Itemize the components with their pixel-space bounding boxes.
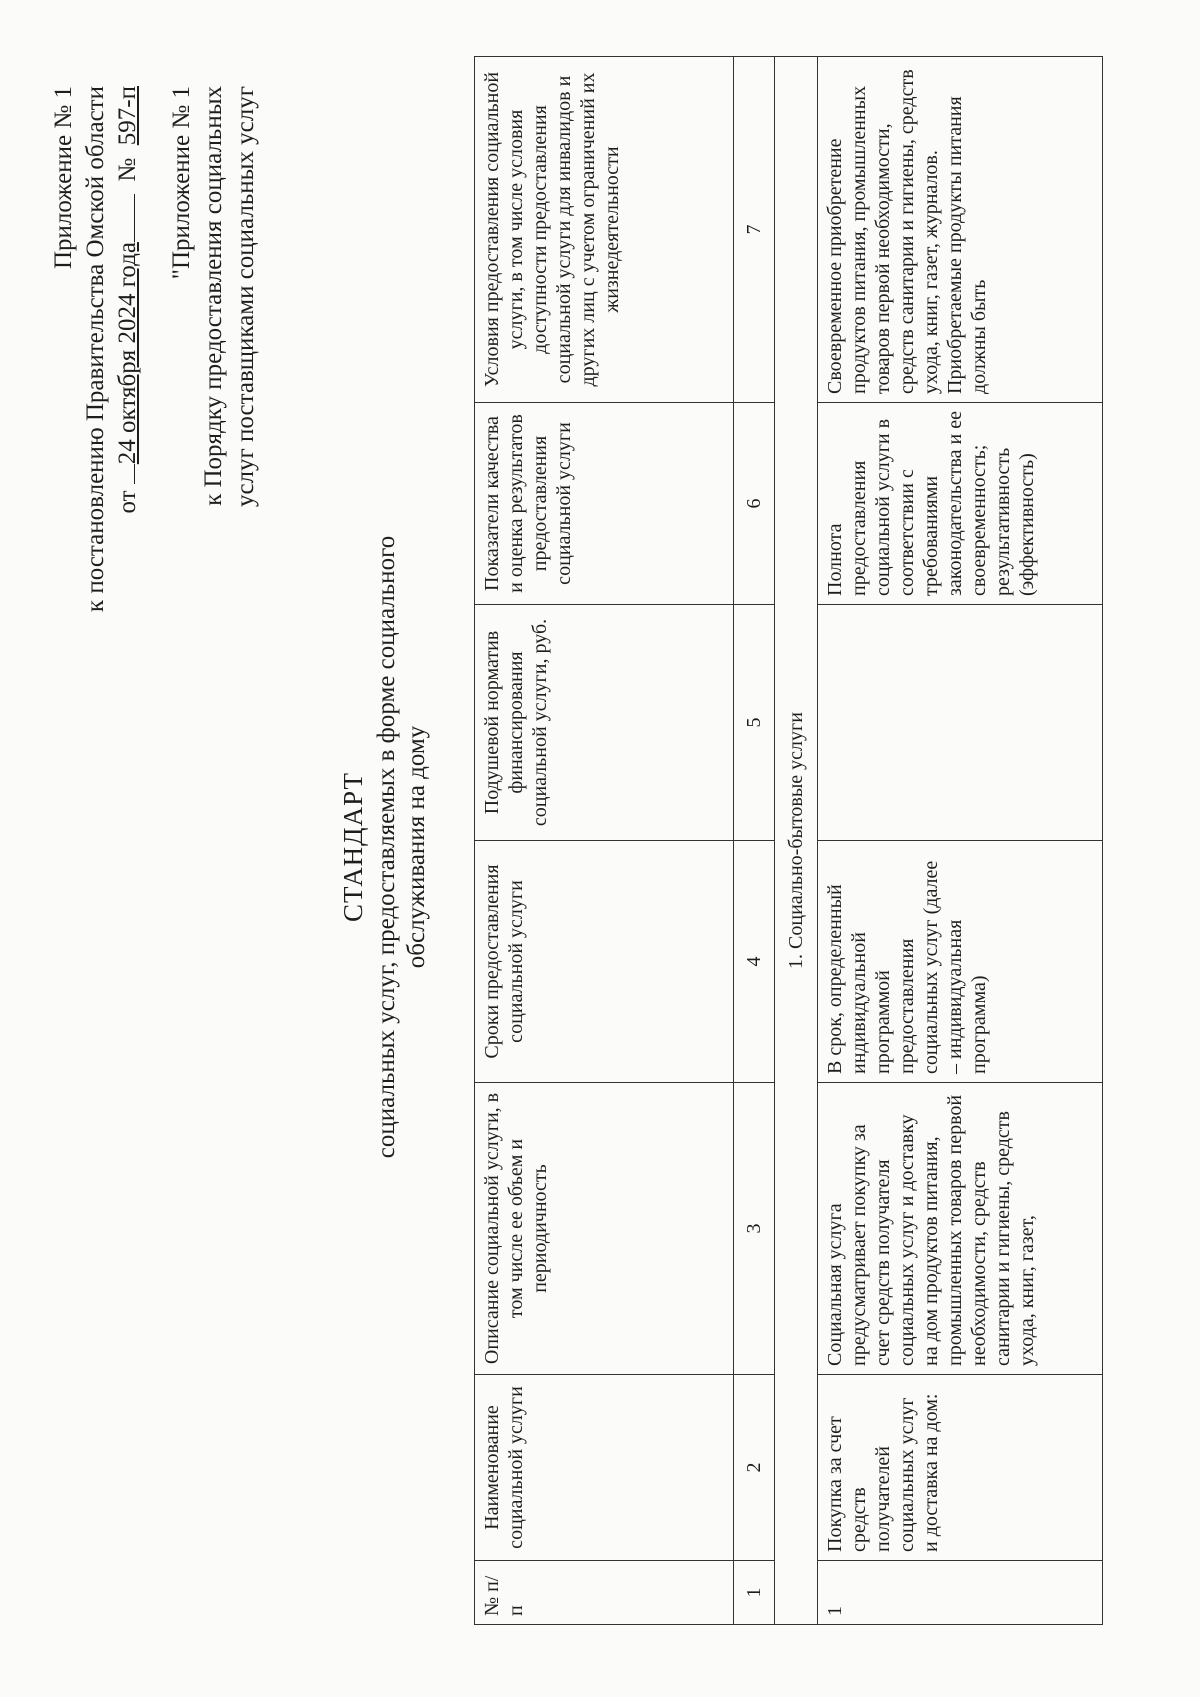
service-terms: В срок, определенный индивидуальной программой предоставления социальных услуг (далее – индивидуальная программа)	[818, 841, 1103, 1083]
resolution-reference: к постановлению Правительства Омской области	[82, 86, 109, 613]
number-prefix: №	[114, 157, 141, 182]
service-quality: Полнота предоставления социальной услуги в соответствии с требованиями законодательства и ее своевременность; результативность (эффективность)	[818, 403, 1103, 605]
standard-table	[474, 56, 1103, 1625]
column-header: Подушевой норматив финансирования социальной услуги, руб.	[475, 605, 734, 841]
column-header: Условия предоставления социальной услуги, в том числе условия доступности предоставления социальной услуги для инвалидов и других лиц с учетом ограничений их жизнедеятельности	[475, 57, 734, 403]
date-prefix: от	[114, 490, 141, 514]
row-number: 1	[818, 1561, 1103, 1625]
appendix-header	[48, 86, 262, 786]
title-main: СТАНДАРТ	[338, 772, 368, 922]
column-header: Показатели качества и оценка результатов предоставления социальной услуги	[475, 403, 734, 605]
resolution-date-line	[112, 86, 144, 786]
column-header: Описание социальной услуги, в том числе ее объем и периодичность	[475, 1083, 734, 1375]
section-title: 1. Социально-бытовые услуги	[775, 57, 818, 1625]
column-number: 3	[734, 1083, 775, 1375]
column-number: 2	[734, 1375, 775, 1561]
column-number: 6	[734, 403, 775, 605]
service-norm	[818, 605, 1103, 841]
resolution-date: 24 октября 2024 года	[114, 242, 141, 465]
order-appendix-label: "Приложение № 1	[168, 86, 195, 280]
column-number: 1	[734, 1561, 775, 1625]
order-reference-2: услуг поставщиками социальных услуг	[232, 86, 259, 508]
service-description: Социальная услуга предусматривает покупку за счет средств получателя социальных услуг и доставку на дом продуктов питания, промышленных товаров первой необходимости, средств санитарии и гигиены, средств ухода, книг, газет,	[818, 1083, 1103, 1375]
table-row	[818, 57, 1103, 1625]
resolution-number: 597-п	[114, 86, 141, 146]
title-sub-1: социальных услуг, предоставляемых в форме социального	[373, 535, 400, 1159]
column-header: Сроки предоставления социальной услуги	[475, 841, 734, 1083]
column-header: № п/п	[475, 1561, 734, 1625]
column-number-row	[734, 57, 775, 1625]
service-conditions: Своевременное приобретение продуктов питания, промышленных товаров первой необходимости, средств санитарии и гигиены, средств ухода, книг, газет, журналов. Приобретаемые продукты питания должны быть	[818, 57, 1103, 403]
order-reference-1: к Порядку предоставления социальных	[200, 86, 227, 506]
service-name: Покупка за счет средств получателей социальных услуг и доставка на дом:	[818, 1375, 1103, 1561]
section-row	[775, 57, 818, 1625]
appendix-label: Приложение № 1	[50, 86, 77, 270]
column-number: 5	[734, 605, 775, 841]
column-number: 7	[734, 57, 775, 403]
column-number: 4	[734, 841, 775, 1083]
title-sub-2: обслуживания на дому	[403, 725, 430, 969]
table-header-row	[475, 57, 734, 1625]
document-title	[338, 427, 432, 1267]
column-header: Наименование социальной услуги	[475, 1375, 734, 1561]
